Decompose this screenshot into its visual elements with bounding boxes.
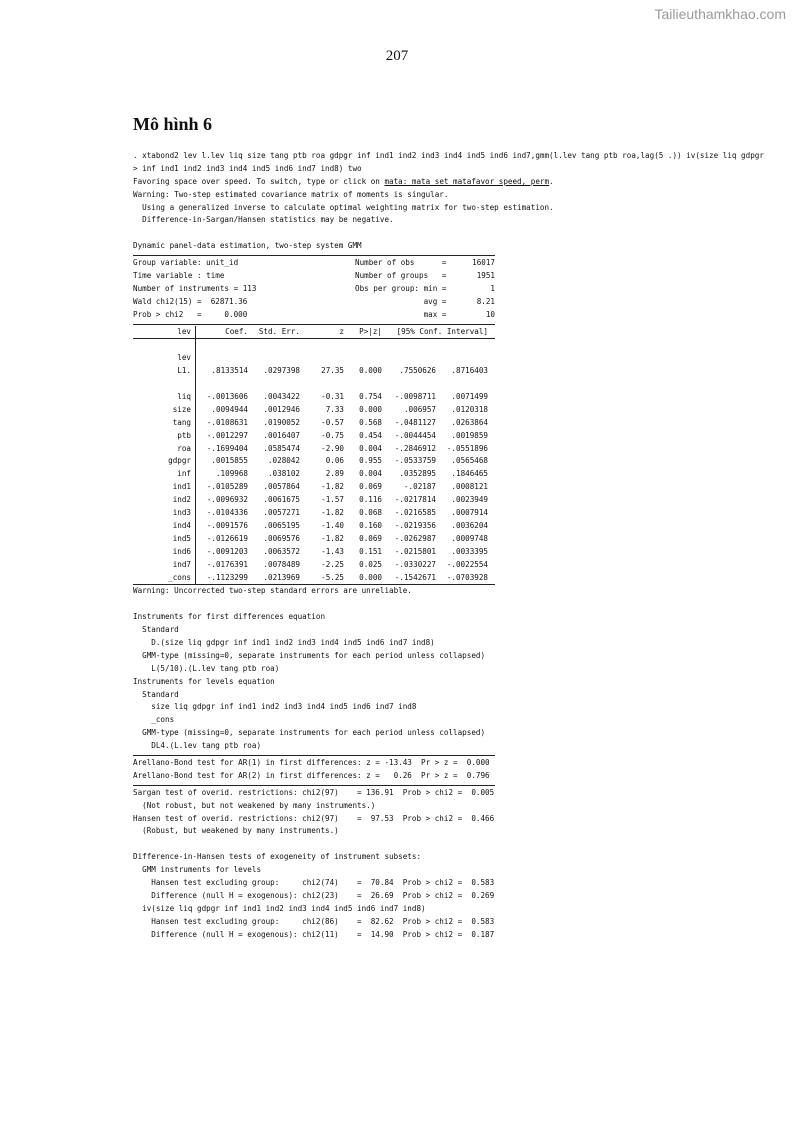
row-z: 27.35 (321, 366, 344, 376)
overid-block (133, 787, 788, 839)
instrument-line: D.(size liq gdpgr inf ind1 ind2 ind3 ind4 ind5 ind6 ind7 ind8) (133, 637, 435, 647)
instrument-line: Instruments for first differences equation (133, 612, 326, 622)
row-hi: .0036204 (451, 520, 488, 530)
divider (133, 785, 495, 786)
row-coef: -.0105289 (206, 482, 248, 492)
row-se: .0016407 (263, 430, 300, 440)
header-se: Std. Err. (258, 326, 300, 336)
dih-line: iv(size liq gdpgr inf ind1 ind2 ind3 ind4 ind5 ind6 ind7 ind8) (133, 903, 426, 913)
row-p: 0.000 (359, 404, 382, 414)
row-hi: .0071499 (451, 392, 488, 402)
row-coef: -.0091203 (206, 546, 248, 556)
table-row (133, 339, 495, 352)
instruments-block (133, 611, 788, 753)
table-header (133, 326, 495, 339)
row-lo: -.2846912 (394, 443, 436, 453)
summary-key: Number of groups = (355, 271, 447, 281)
row-se: .0057864 (263, 482, 300, 492)
row-hi: .0009748 (451, 533, 488, 543)
summary-value: 1951 (476, 271, 495, 281)
row-var: ind3 (133, 507, 196, 520)
instrument-line: Instruments for levels equation (133, 676, 275, 686)
table-row (133, 520, 495, 533)
instrument-line: GMM-type (missing=0, separate instruments for each period unless collapsed) (133, 650, 486, 660)
row-lo: -.0217814 (394, 495, 436, 505)
mata-link[interactable]: mata: mata set matafavor speed, perm (384, 176, 550, 186)
row-coef: .8133514 (211, 366, 248, 376)
row-p: 0.000 (359, 366, 382, 376)
row-coef: -.0091576 (206, 520, 248, 530)
watermark: Tailieuthamkhao.com (654, 6, 786, 22)
command-continuation: > inf ind1 ind2 ind3 ind4 ind5 ind6 ind7 ind8) two (133, 163, 362, 173)
row-lo: -.0481127 (394, 417, 436, 427)
row-z: -1.82 (321, 533, 344, 543)
difference-in-hansen-block (133, 851, 788, 941)
warning-line: Difference-in-Sargan/Hansen statistics may be negative. (133, 215, 394, 225)
row-p: 0.955 (359, 456, 382, 466)
summary-row (133, 283, 495, 296)
divider (133, 255, 495, 256)
row-var: ind2 (133, 494, 196, 507)
header-z: z (339, 326, 344, 336)
row-se: .0065195 (263, 520, 300, 530)
row-hi: -.0551896 (446, 443, 488, 453)
row-var: ind7 (133, 559, 196, 572)
row-p: 0.568 (359, 417, 382, 427)
table-row (133, 365, 495, 378)
divider (133, 324, 495, 325)
summary-left: Group variable: unit_id (133, 258, 239, 268)
row-var: gdpgr (133, 455, 196, 468)
instrument-line: L(5/10).(L.lev tang ptb roa) (133, 663, 280, 673)
row-se: .0063572 (263, 546, 300, 556)
row-p: 0.069 (359, 533, 382, 543)
summary-left: Wald chi2(15) = 62871.36 (133, 296, 248, 306)
summary-key: avg = (355, 296, 447, 306)
dih-line: Hansen test excluding group: chi2(86) = 82.62 Prob > chi2 = 0.583 (133, 916, 495, 926)
instrument-line: Standard (133, 625, 179, 635)
row-se: .028042 (267, 456, 300, 466)
warning-line: Using a generalized inverse to calculate optimal weighting matrix for two-step estimation. (133, 202, 554, 212)
summary-key: max = (355, 309, 447, 319)
row-z: -1.82 (321, 482, 344, 492)
instrument-line: _cons (133, 715, 175, 725)
row-coef: -.0108631 (206, 417, 248, 427)
table-row (133, 481, 495, 494)
row-se: .0069576 (263, 533, 300, 543)
table-row (133, 533, 495, 546)
row-z: -1.57 (321, 495, 344, 505)
favoring-prefix: Favoring space over speed. To switch, type or click on (133, 176, 385, 186)
coefficient-rows (133, 391, 495, 584)
row-p: 0.004 (359, 443, 382, 453)
dih-line: Difference (null H = exogenous): chi2(11) = 14.90 Prob > chi2 = 0.187 (133, 929, 495, 939)
row-hi: .0033395 (451, 546, 488, 556)
row-coef: -.0176391 (206, 559, 248, 569)
summary-row (133, 296, 495, 309)
table-row (133, 507, 495, 520)
summary-row (133, 309, 495, 322)
table-row (133, 352, 495, 365)
row-se: .0061675 (263, 495, 300, 505)
row-hi: .0019859 (451, 430, 488, 440)
warning-line: Warning: Two-step estimated covariance matrix of moments is singular. (133, 189, 449, 199)
row-var: ind4 (133, 520, 196, 533)
row-p: 0.754 (359, 392, 382, 402)
row-z: -1.82 (321, 508, 344, 518)
row-z: -0.57 (321, 417, 344, 427)
row-hi: .1846465 (451, 469, 488, 479)
row-var: roa (133, 443, 196, 456)
summary-left: Prob > chi2 = 0.000 (133, 309, 248, 319)
instrument-line: size liq gdpgr inf ind1 ind2 ind3 ind4 ind5 ind6 ind7 ind8 (133, 702, 417, 712)
summary-key: Number of obs = (355, 258, 447, 268)
summary-key: Obs per group: min = (355, 283, 447, 293)
row-z: -1.40 (321, 520, 344, 530)
favoring-line (133, 176, 788, 189)
row-ci-lo: .7550626 (399, 366, 436, 376)
row-lo: -.0330227 (394, 559, 436, 569)
instrument-line: DL4.(L.lev tang ptb roa) (133, 741, 262, 751)
header-coef: Coef. (225, 326, 248, 336)
dih-line: Difference (null H = exogenous): chi2(23) = 26.69 Prob > chi2 = 0.269 (133, 890, 495, 900)
row-coef: .109968 (215, 469, 248, 479)
section-heading: Mô hình 6 (133, 114, 213, 134)
row-hi: .0263864 (451, 417, 488, 427)
table-row (133, 559, 495, 572)
row-p: 0.069 (359, 482, 382, 492)
row-lo: -.0262987 (394, 533, 436, 543)
page-number: 207 (385, 48, 409, 64)
table-row (133, 404, 495, 417)
ar-test-line: Arellano-Bond test for AR(1) in first differences: z = -13.43 Pr > z = 0.000 (133, 757, 490, 767)
row-p: 0.454 (359, 430, 382, 440)
row-se: .0078489 (263, 559, 300, 569)
summary-value: 16017 (472, 258, 495, 268)
stata-output (133, 150, 788, 941)
row-hi: .0008121 (451, 482, 488, 492)
row-p: 0.068 (359, 508, 382, 518)
row-ci-hi: .8716403 (451, 366, 488, 376)
row-var: ind5 (133, 533, 196, 546)
row-z: -0.31 (321, 392, 344, 402)
row-lo: -.0215801 (394, 546, 436, 556)
row-z: -1.43 (321, 546, 344, 556)
row-se: .0043422 (263, 392, 300, 402)
row-se: .0190052 (263, 417, 300, 427)
row-hi: .0565468 (451, 456, 488, 466)
row-se: .0057271 (263, 508, 300, 518)
row-lo: .006957 (403, 404, 436, 414)
header-ci: [95% Conf. Interval] (396, 326, 488, 336)
table-row (133, 391, 495, 404)
row-coef: -.1123299 (206, 572, 248, 582)
table-row (133, 417, 495, 430)
summary-left: Time variable : time (133, 271, 225, 281)
row-lo: -.02187 (403, 482, 436, 492)
overid-line: Hansen test of overid. restrictions: chi2(97) = 97.53 Prob > chi2 = 0.466 (133, 813, 495, 823)
row-hi: .0120318 (451, 404, 488, 414)
row-z: 7.33 (325, 404, 344, 414)
row-p: 0.116 (359, 495, 382, 505)
row-var: L1. (133, 365, 196, 378)
summary-left: Number of instruments = 113 (133, 283, 257, 293)
row-coef: .0015855 (211, 456, 248, 466)
table-row (133, 572, 495, 585)
row-lo: -.0216585 (394, 508, 436, 518)
summary-block (133, 257, 788, 321)
instrument-line: GMM-type (missing=0, separate instruments for each period unless collapsed) (133, 728, 486, 738)
row-var: tang (133, 417, 196, 430)
row-lo: -.1542671 (394, 572, 436, 582)
row-se: .0012946 (263, 404, 300, 414)
header-var: lev (133, 326, 196, 339)
row-hi: .0007914 (451, 508, 488, 518)
dih-line: Difference-in-Hansen tests of exogeneity of instrument subsets: (133, 852, 422, 862)
ar-test-line: Arellano-Bond test for AR(2) in first differences: z = 0.26 Pr > z = 0.796 (133, 770, 490, 780)
table-row (133, 546, 495, 559)
dih-line: Hansen test excluding group: chi2(74) = 70.84 Prob > chi2 = 0.583 (133, 877, 495, 887)
row-z: 0.06 (325, 456, 344, 466)
table-row (133, 430, 495, 443)
row-se: .038102 (267, 469, 300, 479)
row-var: ptb (133, 430, 196, 443)
summary-row (133, 270, 495, 283)
table-row (133, 378, 495, 391)
row-p: 0.151 (359, 546, 382, 556)
coefficient-table (133, 326, 495, 586)
row-z: -5.25 (321, 572, 344, 582)
row-p: 0.025 (359, 559, 382, 569)
row-p: 0.004 (359, 469, 382, 479)
row-coef: -.0126619 (206, 533, 248, 543)
row-var: ind6 (133, 546, 196, 559)
row-hi: .0023949 (451, 495, 488, 505)
summary-row (133, 257, 495, 270)
row-var: inf (133, 468, 196, 481)
row-lo: -.0533759 (394, 456, 436, 466)
row-coef: -.0104336 (206, 508, 248, 518)
row-var: _cons (133, 572, 196, 585)
row-se: .0297398 (263, 366, 300, 376)
row-coef: -.1699404 (206, 443, 248, 453)
row-z: 2.89 (325, 469, 344, 479)
row-z: -0.75 (321, 430, 344, 440)
row-var: liq (133, 391, 196, 404)
summary-value: 8.21 (476, 296, 495, 306)
overid-line: (Robust, but weakened by many instruments.) (133, 826, 339, 836)
row-lo: -.0098711 (394, 392, 436, 402)
header-p: P>|z| (359, 326, 382, 336)
row-hi: -.0703928 (446, 572, 488, 582)
row-se: .0585474 (263, 443, 300, 453)
row-lo: -.0044454 (394, 430, 436, 440)
table-row (133, 468, 495, 481)
row-se: .0213969 (263, 572, 300, 582)
row-var: size (133, 404, 196, 417)
table-row (133, 443, 495, 456)
row-lo: -.0219356 (394, 520, 436, 530)
row-var: lev (133, 352, 196, 365)
table-row (133, 494, 495, 507)
overid-line: (Not robust, but not weakened by many instruments.) (133, 800, 376, 810)
row-coef: -.0096932 (206, 495, 248, 505)
table-row (133, 455, 495, 468)
row-lo: .0352895 (399, 469, 436, 479)
row-coef: -.0012297 (206, 430, 248, 440)
divider (133, 755, 495, 756)
dih-line: GMM instruments for levels (133, 865, 262, 875)
table-warning: Warning: Uncorrected two-step standard errors are unreliable. (133, 586, 412, 596)
favoring-suffix: . (549, 176, 554, 186)
command-line: . xtabond2 lev l.lev liq size tang ptb roa gdpgr inf ind1 ind2 ind3 ind4 ind5 ind6 ind7,gmm(l.lev tang ptb roa,lag(5 .)) iv(size liq gdpgr (133, 151, 764, 160)
row-coef: -.0013606 (206, 392, 248, 402)
row-z: -2.90 (321, 443, 344, 453)
overid-line: Sargan test of overid. restrictions: chi2(97) = 136.91 Prob > chi2 = 0.005 (133, 787, 495, 797)
row-p: 0.160 (359, 520, 382, 530)
summary-value: 10 (485, 309, 495, 319)
estimation-title: Dynamic panel-data estimation, two-step system GMM (133, 241, 362, 251)
row-coef: .0094944 (211, 404, 248, 414)
instrument-line: Standard (133, 689, 179, 699)
row-var: ind1 (133, 481, 196, 494)
row-p: 0.000 (359, 572, 382, 582)
row-z: -2.25 (321, 559, 344, 569)
summary-value: 1 (490, 283, 495, 293)
row-hi: -.0022554 (446, 559, 488, 569)
